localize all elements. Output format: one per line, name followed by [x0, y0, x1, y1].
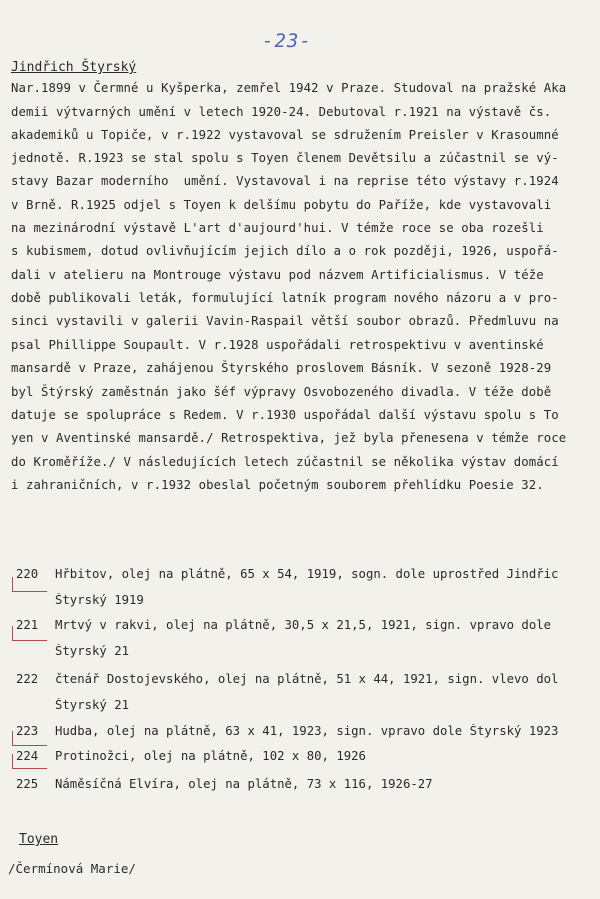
page-number: -23-	[262, 30, 312, 52]
entry-text: Protinožci, olej na plátně, 102 x 80, 1926	[55, 749, 366, 763]
body-line: datuje se spolupráce s Redem. V r.1930 uspořádal další výstavu spolu s To	[11, 408, 559, 422]
body-line: i zahraničních, v r.1932 obeslal početným souborem přehlídku Poesie 32.	[11, 478, 544, 492]
body-line: s kubismem, dotud ovlivňujícím jejich dílo a o rok později, 1926, uspořá-	[11, 244, 559, 258]
body-line: sinci vystavili v galerii Vavin-Raspail větší soubor obrazů. Předmluvu na	[11, 314, 559, 328]
alias-line: /Čermínová Marie/	[8, 861, 136, 876]
body-line: mansardě v Praze, zahájenou Štyrského proslovem Básník. V sezoně 1928-29	[11, 361, 552, 375]
entry-number: 223	[16, 724, 39, 738]
entry-text: Štyrský 1919	[55, 593, 144, 607]
body-line: byl Štýrský zaměstnán jako šéf výpravy Osvobozeného divadla. V téže době	[11, 385, 552, 399]
body-line: stavy Bazar moderního umění. Vystavoval i na reprise této výstavy r.1924	[11, 174, 559, 188]
body-line: dali v atelieru na Montrouge výstavu pod názvem Artificialismus. V téže	[11, 268, 544, 282]
body-line: Nar.1899 v Čermné u Kyšperka, zemřel 1942 v Praze. Studoval na pražské Aka	[11, 81, 567, 95]
body-line: yen v Aventinské mansardě./ Retrospektiva, jež byla přenesena v témže roce	[11, 431, 567, 445]
body-line: do Kroměříže./ V následujících letech zúčastnil se několika výstav domácí	[11, 455, 559, 469]
entry-text: Hudba, olej na plátně, 63 x 41, 1923, sign. vpravo dole Štyrský 1923	[55, 724, 559, 738]
body-line: na mezinárodní výstavě L'art d'aujourd'hui. V témže roce se oba rozešli	[11, 221, 544, 235]
entry-text: čtenář Dostojevského, olej na plátně, 51 x 44, 1921, sign. vlevo dol	[55, 672, 559, 686]
artist-heading: Jindřich Štyrský	[11, 60, 137, 75]
body-line: době publikovali leták, formulující latník program nového názoru a v pro-	[11, 291, 559, 305]
entry-number: 222	[16, 672, 39, 686]
entry-number: 224	[16, 749, 39, 763]
body-line: jednotě. R.1923 se stal spolu s Toyen členem Devětsilu a zúčastnil se vý-	[11, 151, 559, 165]
body-line: v Brně. R.1925 odjel s Toyen k delšímu pobytu do Paříže, kde vystavovali	[11, 198, 552, 212]
entry-number: 225	[16, 777, 39, 791]
body-line: akademiků u Topiče, v r.1922 vystavoval se sdružením Preisler v Krasoumné	[11, 128, 559, 142]
body-line: demii výtvarných umění v letech 1920-24. Debutoval r.1921 na výstavě čs.	[11, 105, 552, 119]
entry-text: Štyrský 21	[55, 698, 130, 712]
entry-text: Náměsíčná Elvíra, olej na plátně, 73 x 116, 1926-27	[55, 777, 433, 791]
entry-number: 221	[16, 618, 39, 632]
entry-text: Mrtvý v rakvi, olej na plátně, 30,5 x 21,5, 1921, sign. vpravo dole	[55, 618, 552, 632]
entry-number: 220	[16, 567, 39, 581]
entry-text: Štyrský 21	[55, 644, 130, 658]
entry-text: Hřbitov, olej na plátně, 65 x 54, 1919, sogn. dole uprostřed Jindřic	[55, 567, 559, 581]
section-heading-toyen: Toyen	[19, 832, 59, 847]
body-line: psal Phillippe Soupault. V r.1928 uspořádali retrospektivu v aventinské	[11, 338, 544, 352]
